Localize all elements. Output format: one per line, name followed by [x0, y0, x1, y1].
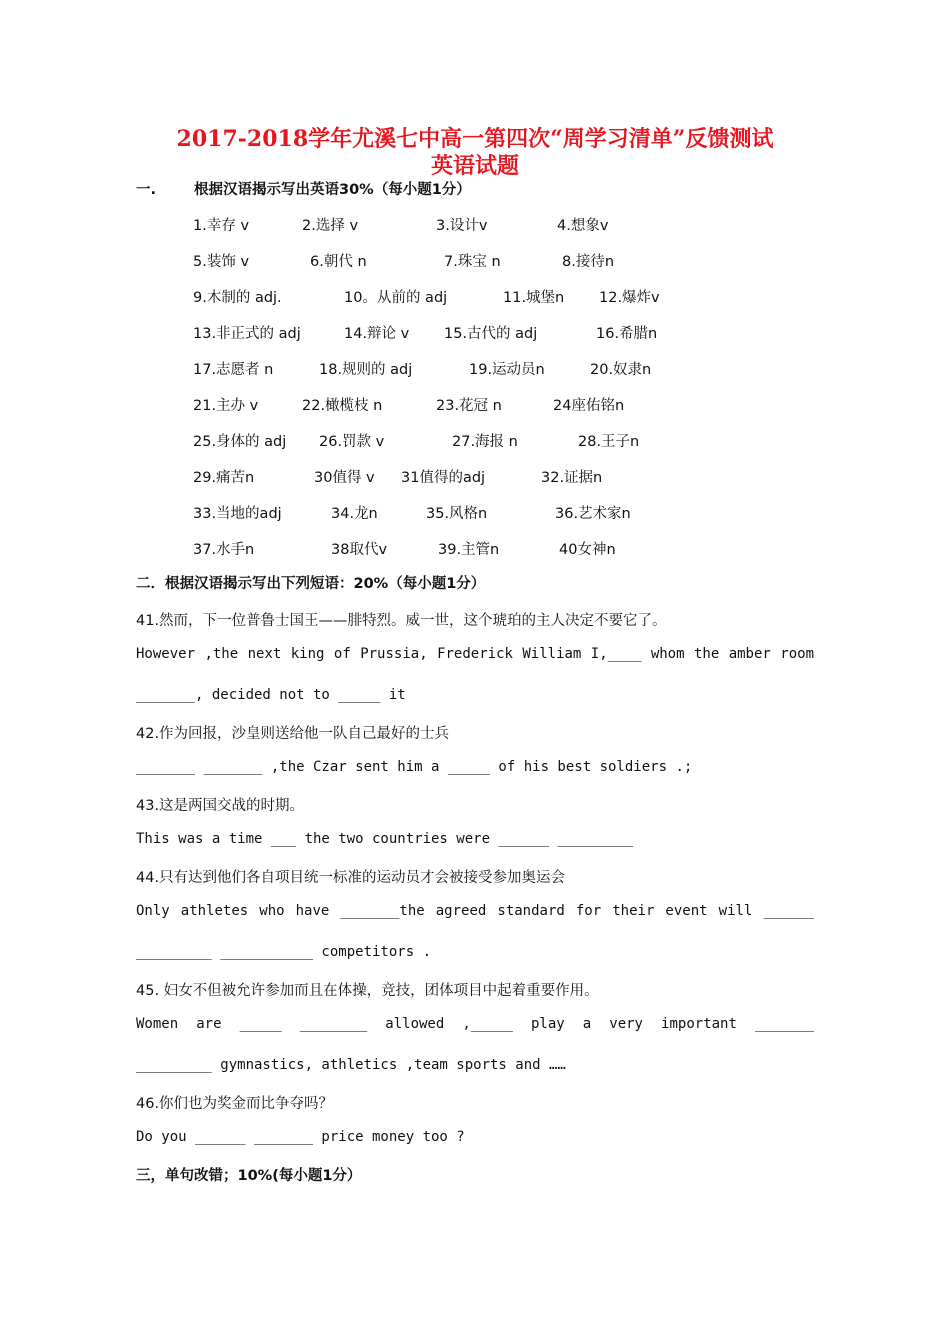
q42-chinese: 42.作为回报，沙皇则送给他一队自己最好的士兵 [136, 726, 450, 742]
q41-english-line2: _______, decided not to _____ it [136, 687, 406, 703]
vocab-item: 20.奴隶n [590, 362, 652, 378]
vocab-item: 32.证据n [541, 470, 603, 486]
vocab-item: 34.龙n [331, 506, 378, 522]
vocab-item: 17.志愿者 n [193, 362, 274, 378]
vocab-item: 40女神n [559, 542, 616, 558]
vocab-item: 19.运动员n [469, 362, 545, 378]
vocab-item: 39.主管n [438, 542, 500, 558]
q41-chinese: 41.然而，下一位普鲁士国王——腓特烈。威一世，这个琥珀的主人决定不要它了。 [136, 613, 667, 629]
vocab-item: 3.设计v [436, 218, 488, 234]
vocab-item: 30值得 v [314, 470, 375, 486]
vocab-item: 11.城堡n [503, 290, 565, 306]
vocab-item: 18.规则的 adj [319, 362, 413, 378]
vocab-item: 9.木制的 adj. [193, 290, 282, 306]
q45-english-line1: Women are _____ ________ allowed ,_____ play a very important _______ [136, 1016, 814, 1032]
vocab-item: 36.艺术家n [555, 506, 631, 522]
vocab-item: 16.希腊n [596, 326, 658, 342]
section3-heading: 三，单句改错；10%(每小题1分） [136, 1168, 362, 1184]
vocab-item: 14.辩论 v [344, 326, 410, 342]
vocab-item: 31值得的adj [401, 470, 486, 486]
q43-english: This was a time ___ the two countries were ______ _________ [136, 831, 634, 847]
vocab-item: 26.罚款 v [319, 434, 385, 450]
section1-heading [136, 178, 471, 199]
document-subtitle: 英语试题 [430, 153, 519, 179]
vocab-item: 28.王子n [578, 434, 640, 450]
vocab-item: 6.朝代 n [310, 254, 367, 270]
vocab-item: 23.花冠 n [436, 398, 502, 414]
vocab-item: 2.选择 v [302, 218, 359, 234]
vocab-item: 8.接待n [562, 254, 615, 270]
section2-heading: 二．根据汉语揭示写出下列短语：20%（每小题1分） [136, 576, 486, 592]
vocab-item: 38取代v [331, 542, 388, 558]
vocab-item: 12.爆炸v [599, 290, 660, 306]
vocab-item: 35.风格n [426, 506, 488, 522]
section1-number: 一. [136, 182, 157, 198]
q44-english-line2: _________ ___________ competitors . [136, 944, 432, 960]
vocab-item: 24座佑铭n [553, 398, 625, 414]
vocab-item: 25.身体的 adj [193, 434, 287, 450]
q43-chinese: 43.这是两国交战的时期。 [136, 798, 305, 814]
vocab-item: 1.幸存 v [193, 218, 250, 234]
vocab-item: 15.古代的 adj [444, 326, 538, 342]
q42-english: _______ _______ ,the Czar sent him a _____ of his best soldiers .; [136, 759, 693, 775]
vocab-item: 4.想象v [557, 218, 609, 234]
document-title: 2017-2018学年尤溪七中高一第四次“周学习清单”反馈测试 [176, 126, 774, 152]
vocab-item: 21.主办 v [193, 398, 259, 414]
q44-chinese: 44.只有达到他们各自项目统一标准的运动员才会被接受参加奥运会 [136, 870, 566, 886]
vocab-item: 7.珠宝 n [444, 254, 501, 270]
q46-chinese: 46.你们也为奖金而比争夺吗？ [136, 1096, 334, 1112]
q44-english-line1: Only athletes who have _______the agreed standard for their event will ______ [136, 903, 814, 919]
vocab-item: 37.水手n [193, 542, 255, 558]
q45-english-line2: _________ gymnastics, athletics ,team sports and …… [136, 1057, 566, 1073]
vocab-item: 29.痛苦n [193, 470, 255, 486]
vocab-item: 10。从前的 adj [344, 290, 448, 306]
vocab-item: 22.橄榄枝 n [302, 398, 383, 414]
vocab-item: 13.非正式的 adj [193, 326, 301, 342]
vocab-item: 27.海报 n [452, 434, 518, 450]
vocab-item: 33.当地的adj [193, 506, 282, 522]
q41-english-line1: However ,the next king of Prussia, Frederick William I,____ whom the amber room [136, 646, 814, 662]
vocab-item: 5.装饰 v [193, 254, 250, 270]
q46-english: Do you ______ _______ price money too ? [136, 1129, 465, 1145]
q45-chinese: 45. 妇女不但被允许参加而且在体操，竞技，团体项目中起着重要作用。 [136, 983, 599, 999]
section1-heading-text: 根据汉语揭示写出英语30%（每小题1分） [194, 182, 471, 198]
